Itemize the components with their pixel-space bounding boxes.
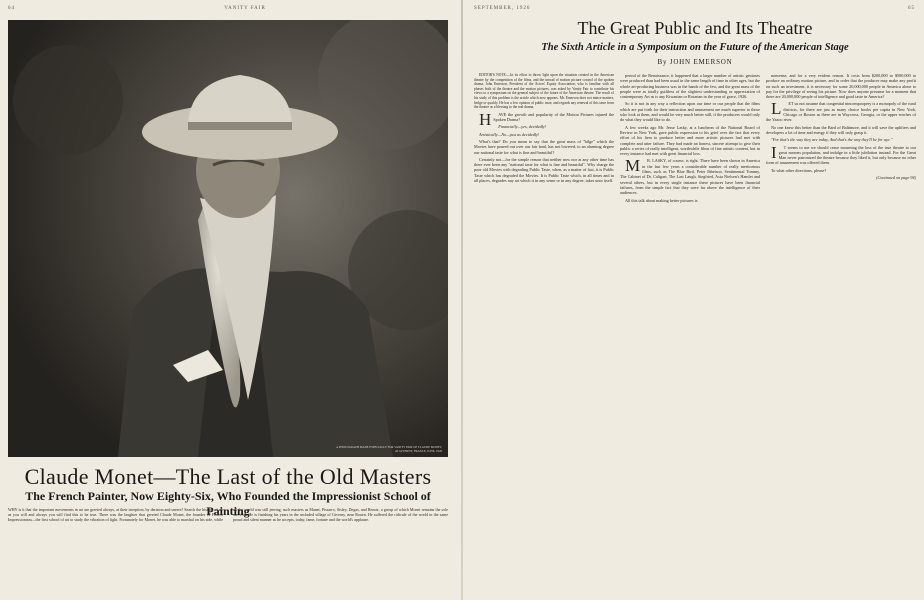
paragraph: nonsense, and for a very evident reason. It costs from $200,000 to $500,000 to produce an ordinary motion picture, and in order that the producer may make any profit on such an investment, it is necessary for some 20,000,000 people in America alone to pay for the privilege of seeing his picture. Now does anyone presume for a moment that there are 20,000,000 people of intelligence and good taste in America? — [766, 73, 916, 100]
paragraph: Artistically—No—just as decidedly! — [479, 131, 540, 137]
paragraph: What's that? Do you mean to say that the great mass of "bilge" which the Movies have poured out over our fair land, has not lowered, to an alarming degree our national taste for what is fine and beautiful? — [474, 138, 614, 155]
article-subtitle: The Sixth Article in a Symposium on the Future of the American Stage — [541, 42, 849, 53]
article-column-3 — [766, 73, 916, 573]
caption-title: Claude Monet—The Last of the Old Masters — [24, 464, 432, 489]
paragraph: Financially—yes, decidedly! — [498, 124, 547, 130]
verse-quote: "For that's the way they are today, And that's the way they'll be for aye." — [771, 137, 893, 143]
photo-credit: A PHOTOGRAPH MADE ESPECIALLY FOR VANITY FAIR OF CLAUDE MONET, AT GIVERNY, FRANCE, JUNE, 1926 — [336, 445, 442, 453]
paragraph: No one knew this better than the Bard of Baltimore, and it will save the uplifters and developers a lot of time and energy if they will only grasp it. — [766, 124, 916, 135]
left-page-number: 64 — [8, 6, 15, 11]
paragraph: H AVE the growth and popularity of the Motion Pictures injured the Spoken Drama? — [474, 112, 614, 123]
drop-cap: I — [771, 142, 777, 162]
monet-portrait-photo — [8, 20, 448, 457]
page-gutter — [461, 0, 463, 600]
paragraph: I T seems to me we should cease mourning the loss of the true theatre to our great morons population, and indulge in a little jubilation instead. For the Great Man never patronized the theatre because they liked it, but only because no other form of amusement was offered them. — [766, 142, 916, 166]
right-page-number: 65 — [908, 6, 915, 11]
editors-note: EDITOR'S NOTE:—In its effort to throw light upon the situation created in the American theatre by the competition of the films, and the inroad of motion picture control of the spoken drama, John Emerson, President of the Actors' Equity Association, who is familiar with all phases both of the theatre and the motion pictures, was asked by Vanity Fair to contribute his views to a symposium on the general subject of the future of the American theatre. The result of his study of this problem is the article which now appears. Mr. Emerson does not mince matters, hedge or qualify. He has a low opinion of public taste, and regards any renewal of this taste from the theatre as a blessing to the real drama. — [474, 73, 614, 110]
article-column-1 — [474, 73, 614, 573]
article-title: The Great Public and Its Theatre — [577, 18, 813, 38]
caption-body: WHY is it that the important movements in art are greeted always, at their inception, by derision and sneers? Search the history of art as you will and always you will find this to be true. There was the laughter that greeted Claude Monet, the founder of French Impressionism—the first school of art to study the vibration of light. Fortunately for Monet, he was able to marshal on his side, while all the world was still jeering, such masters as Manet, Pissarro, Sisley, Degas, and Renoir, a group of which Monet remains the sole survivor. He is finishing his years in the secluded village of Giverny, near Rouen. He suffered the ridicule of the world in the same proud and silent manner as he accepts, today, fame, fortune and the world's applause. — [8, 507, 448, 523]
paragraph: To what other directions, please? — [771, 167, 827, 173]
portrait-illustration — [8, 20, 448, 457]
drop-cap: M — [625, 156, 641, 176]
magazine-running-head: VANITY FAIR — [224, 6, 266, 11]
paragraph: Certainly not—for the simple reason that neither now nor at any other time has there ever been any "national taste for what is fine and beautiful". Why charge the poor old Movies with degrading Public Taste, when, as a matter of fact, it is Public Taste which has degraded the Movies. It is Public Taste which, in all times and in all places, degrades any art which it in any sense or in any degree, takes unto itself. — [474, 156, 614, 184]
paragraph: So it is not in any way a reflection upon our time or our people that the films which are put forth for their instruction and amusement are much superior to those who look at them, and would be very much better still, if the producers would only do what they would like to do. — [620, 101, 760, 123]
paragraph: L ET us not assume that congenital nincompoopery is a monopoly of the rural districts, for there are just as many choice boobs per capita in New York, Chicago or Boston as there are in Waycross, Georgia, or the upper reaches of the Yazoo river. — [766, 99, 916, 123]
byline: By JOHN EMERSON — [657, 58, 733, 66]
paragraph: All this talk about making better pictures is — [625, 197, 698, 203]
article-column-2 — [620, 73, 760, 573]
paragraph: period of the Renaissance, it happened that a larger number of artistic geniuses were produced than had been usual in the same length of time in other ages, but the whole art-producing business was in the hands of the few, and the great mass of the people were as totally guiltless of the slightest understanding or appreciation of contemporary Art as is any Kiwanian or Rotarian in the year of grace, 1926. — [620, 73, 760, 100]
issue-date: SEPTEMBER, 1926 — [474, 6, 531, 11]
drop-cap: H — [479, 109, 492, 129]
caption-subtitle: The French Painter, Now Eighty-Six, Who Founded the Impressionist School of Painting — [25, 489, 431, 518]
paragraph: A few weeks ago Mr. Jesse Lasky, at a luncheon of the National Board of Review in New York, gave public expression to his grief over the fact that every effort of his firm to produce better and more artistic pictures had met with complete and utter failure. They had made an honest, sincere attempt to give their public a series of really intelligent, worthwhile films of fine artistic content, but in every instance had met with great financial loss. — [620, 124, 760, 157]
continued-line: (Continued on page 94) — [876, 175, 916, 181]
paragraph: M R. LASKY, of course, is right. There have been shown in America in the last few years a considerable number of really meritorious films, such as The Blue Bird, Peter Ibbetson, Sentimental Tommy, The Cabinet of Dr. Caligari, The Last Laugh, Siegfried, Asta Nielsen's Hamlet and several others, but in every single instance these pictures have been financial failures, from the simple fact that they were far above the intelligence of their audiences. — [620, 156, 760, 196]
drop-cap: L — [771, 99, 782, 119]
